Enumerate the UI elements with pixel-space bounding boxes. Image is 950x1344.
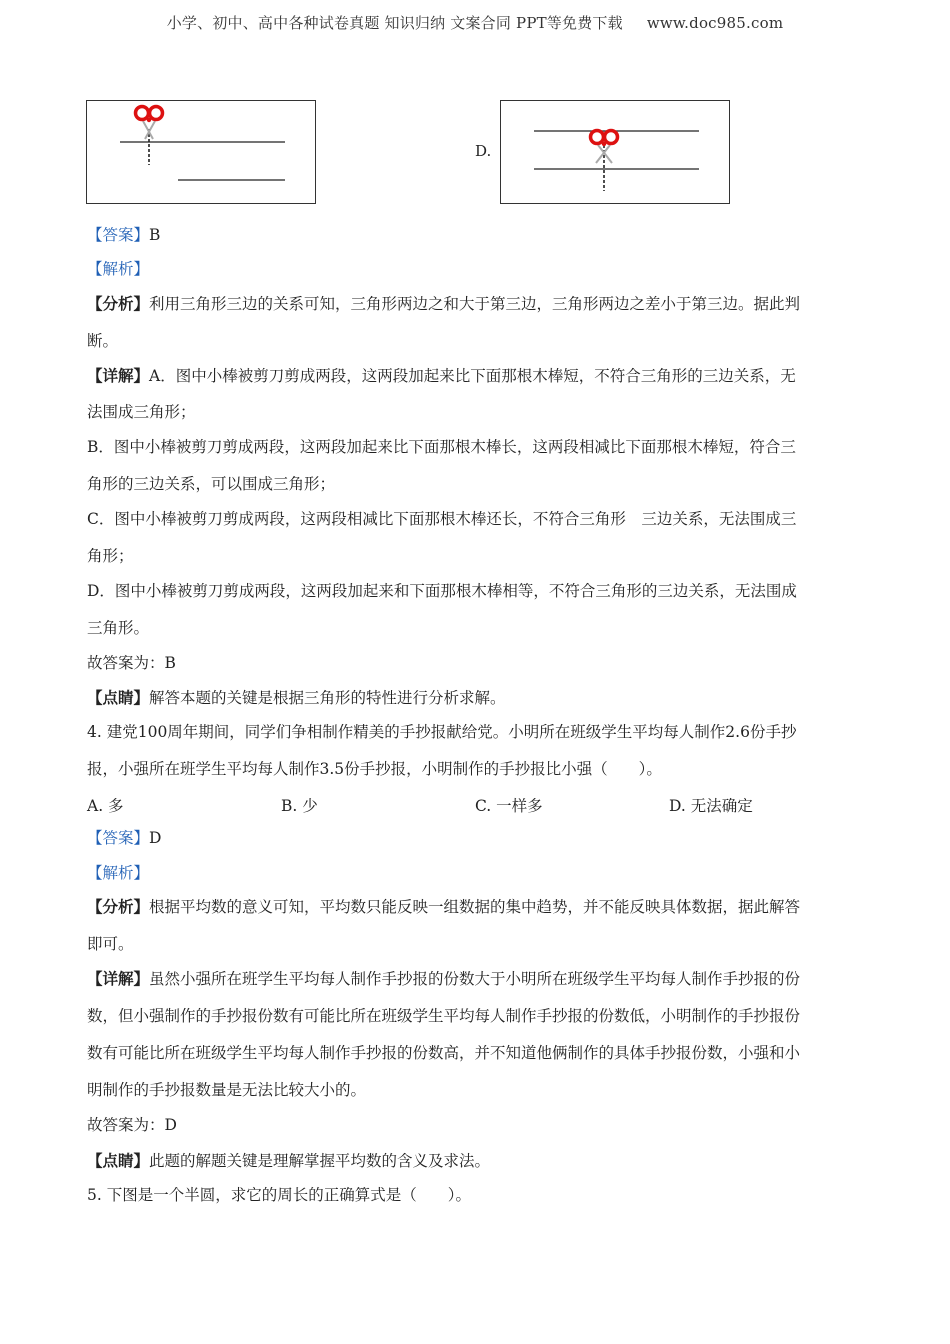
q3-detail-line-b2: 角形的三边关系，可以围成三角形； <box>87 475 336 493</box>
q4-option-c: C. 一样多 <box>475 797 543 815</box>
q4-fenxi-line-2: 即可。 <box>87 935 134 953</box>
dianjing-text: 解答本题的关键是根据三角形的特性进行分析求解。 <box>149 689 506 707</box>
answer-tag: 【答案】 <box>87 829 150 847</box>
analysis-tag: 【解析】 <box>87 864 150 882</box>
detail-text: A．图中小棒被剪刀剪成两段，这两段加起来比下面那根木棒短，不符合三角形的三边关系，无 <box>149 367 796 385</box>
dianjing-tag: 【点睛】 <box>87 1151 150 1170</box>
q3-detail-line-a2: 法围成三角形； <box>87 403 196 421</box>
q4-final-answer: 故答案为：D <box>87 1116 177 1134</box>
answer-value: D <box>149 829 162 847</box>
detail-text: 虽然小强所在班学生平均每人制作手抄报的份数大于小明所在班级学生平均每人制作手抄报的份 <box>149 970 801 988</box>
q3-detail-line-b1: B．图中小棒被剪刀剪成两段，这两段加起来比下面那根木棒长，这两段相减比下面那根木棒短，符合三 <box>87 438 796 456</box>
fenxi-tag: 【分析】 <box>87 897 150 916</box>
q3-answer <box>87 225 160 245</box>
q4-dianjing <box>87 1151 490 1171</box>
q3-detail-line-a1 <box>87 366 796 386</box>
scissors-stick-figure-d <box>501 101 729 203</box>
q3-fenxi-line-1 <box>87 294 800 314</box>
q3-detail-line-c1: C．图中小棒被剪刀剪成两段，这两段相减比下面那根木棒还长，不符合三角形 三边关系，无法围成三 <box>87 510 797 528</box>
page-header <box>0 12 950 33</box>
q4-answer <box>87 828 161 848</box>
fenxi-text: 利用三角形三边的关系可知，三角形两边之和大于第三边，三角形两边之差小于第三边。据此判 <box>149 295 801 313</box>
q3-fenxi-line-2: 断。 <box>87 332 119 350</box>
q3-detail-line-c2: 角形； <box>87 547 134 565</box>
q4-option-a: A. 多 <box>87 797 124 815</box>
header-url[interactable]: www.doc985.com <box>646 14 784 32</box>
q5-stem: 5. 下图是一个半圆，求它的周长的正确算式是（ ）。 <box>87 1186 471 1204</box>
fenxi-text: 根据平均数的意义可知，平均数只能反映一组数据的集中趋势，并不能反映具体数据，据此解答 <box>149 898 801 916</box>
q3-detail-line-d2: 三角形。 <box>87 619 150 637</box>
answer-tag: 【答案】 <box>87 226 150 244</box>
q3-analysis-heading <box>87 259 149 279</box>
detail-tag: 【详解】 <box>87 969 150 988</box>
q4-analysis-heading <box>87 863 149 883</box>
answer-value: B <box>149 226 161 244</box>
q4-detail-line-1 <box>87 969 800 989</box>
detail-tag: 【详解】 <box>87 366 150 385</box>
analysis-tag: 【解析】 <box>87 260 150 278</box>
q4-detail-line-2: 数，但小强制作的手抄报份数有可能比所在班级学生平均每人制作手抄报的份数低，小明制作的手抄报份 <box>87 1007 801 1025</box>
dianjing-text: 此题的解题关键是理解掌握平均数的含义及求法。 <box>149 1152 491 1170</box>
scissors-stick-figure-c <box>87 101 315 203</box>
q3-detail-line-d1: D．图中小棒被剪刀剪成两段，这两段加起来和下面那根木棒相等，不符合三角形的三边关系，无法围成 <box>87 582 797 600</box>
q4-fenxi-line-1 <box>87 897 800 917</box>
dianjing-tag: 【点睛】 <box>87 688 150 707</box>
fenxi-tag: 【分析】 <box>87 294 150 313</box>
header-text: 小学、初中、高中各种试卷真题 知识归纳 文案合同 PPT等免费下载 <box>166 14 623 32</box>
q3-dianjing <box>87 688 506 708</box>
q4-option-d: D. 无法确定 <box>669 797 753 815</box>
q4-detail-line-4: 明制作的手抄报数量是无法比较大小的。 <box>87 1081 367 1099</box>
figure-option-d-label: D. <box>475 142 492 160</box>
q4-option-b: B. 少 <box>281 797 318 815</box>
q3-final-answer: 故答案为：B <box>87 654 176 672</box>
figure-option-d <box>500 100 730 204</box>
figure-option-c <box>86 100 316 204</box>
q4-detail-line-3: 数有可能比所在班级学生平均每人制作手抄报的份数高，并不知道他俩制作的具体手抄报份数，小强和小 <box>87 1044 801 1062</box>
q4-stem-line-1: 4. 建党100周年期间，同学们争相制作精美的手抄报献给党。小明所在班级学生平均每人制作2.6份手抄 <box>87 723 797 741</box>
q4-stem-line-2: 报，小强所在班学生平均每人制作3.5份手抄报，小明制作的手抄报比小强（ ）。 <box>87 760 662 778</box>
